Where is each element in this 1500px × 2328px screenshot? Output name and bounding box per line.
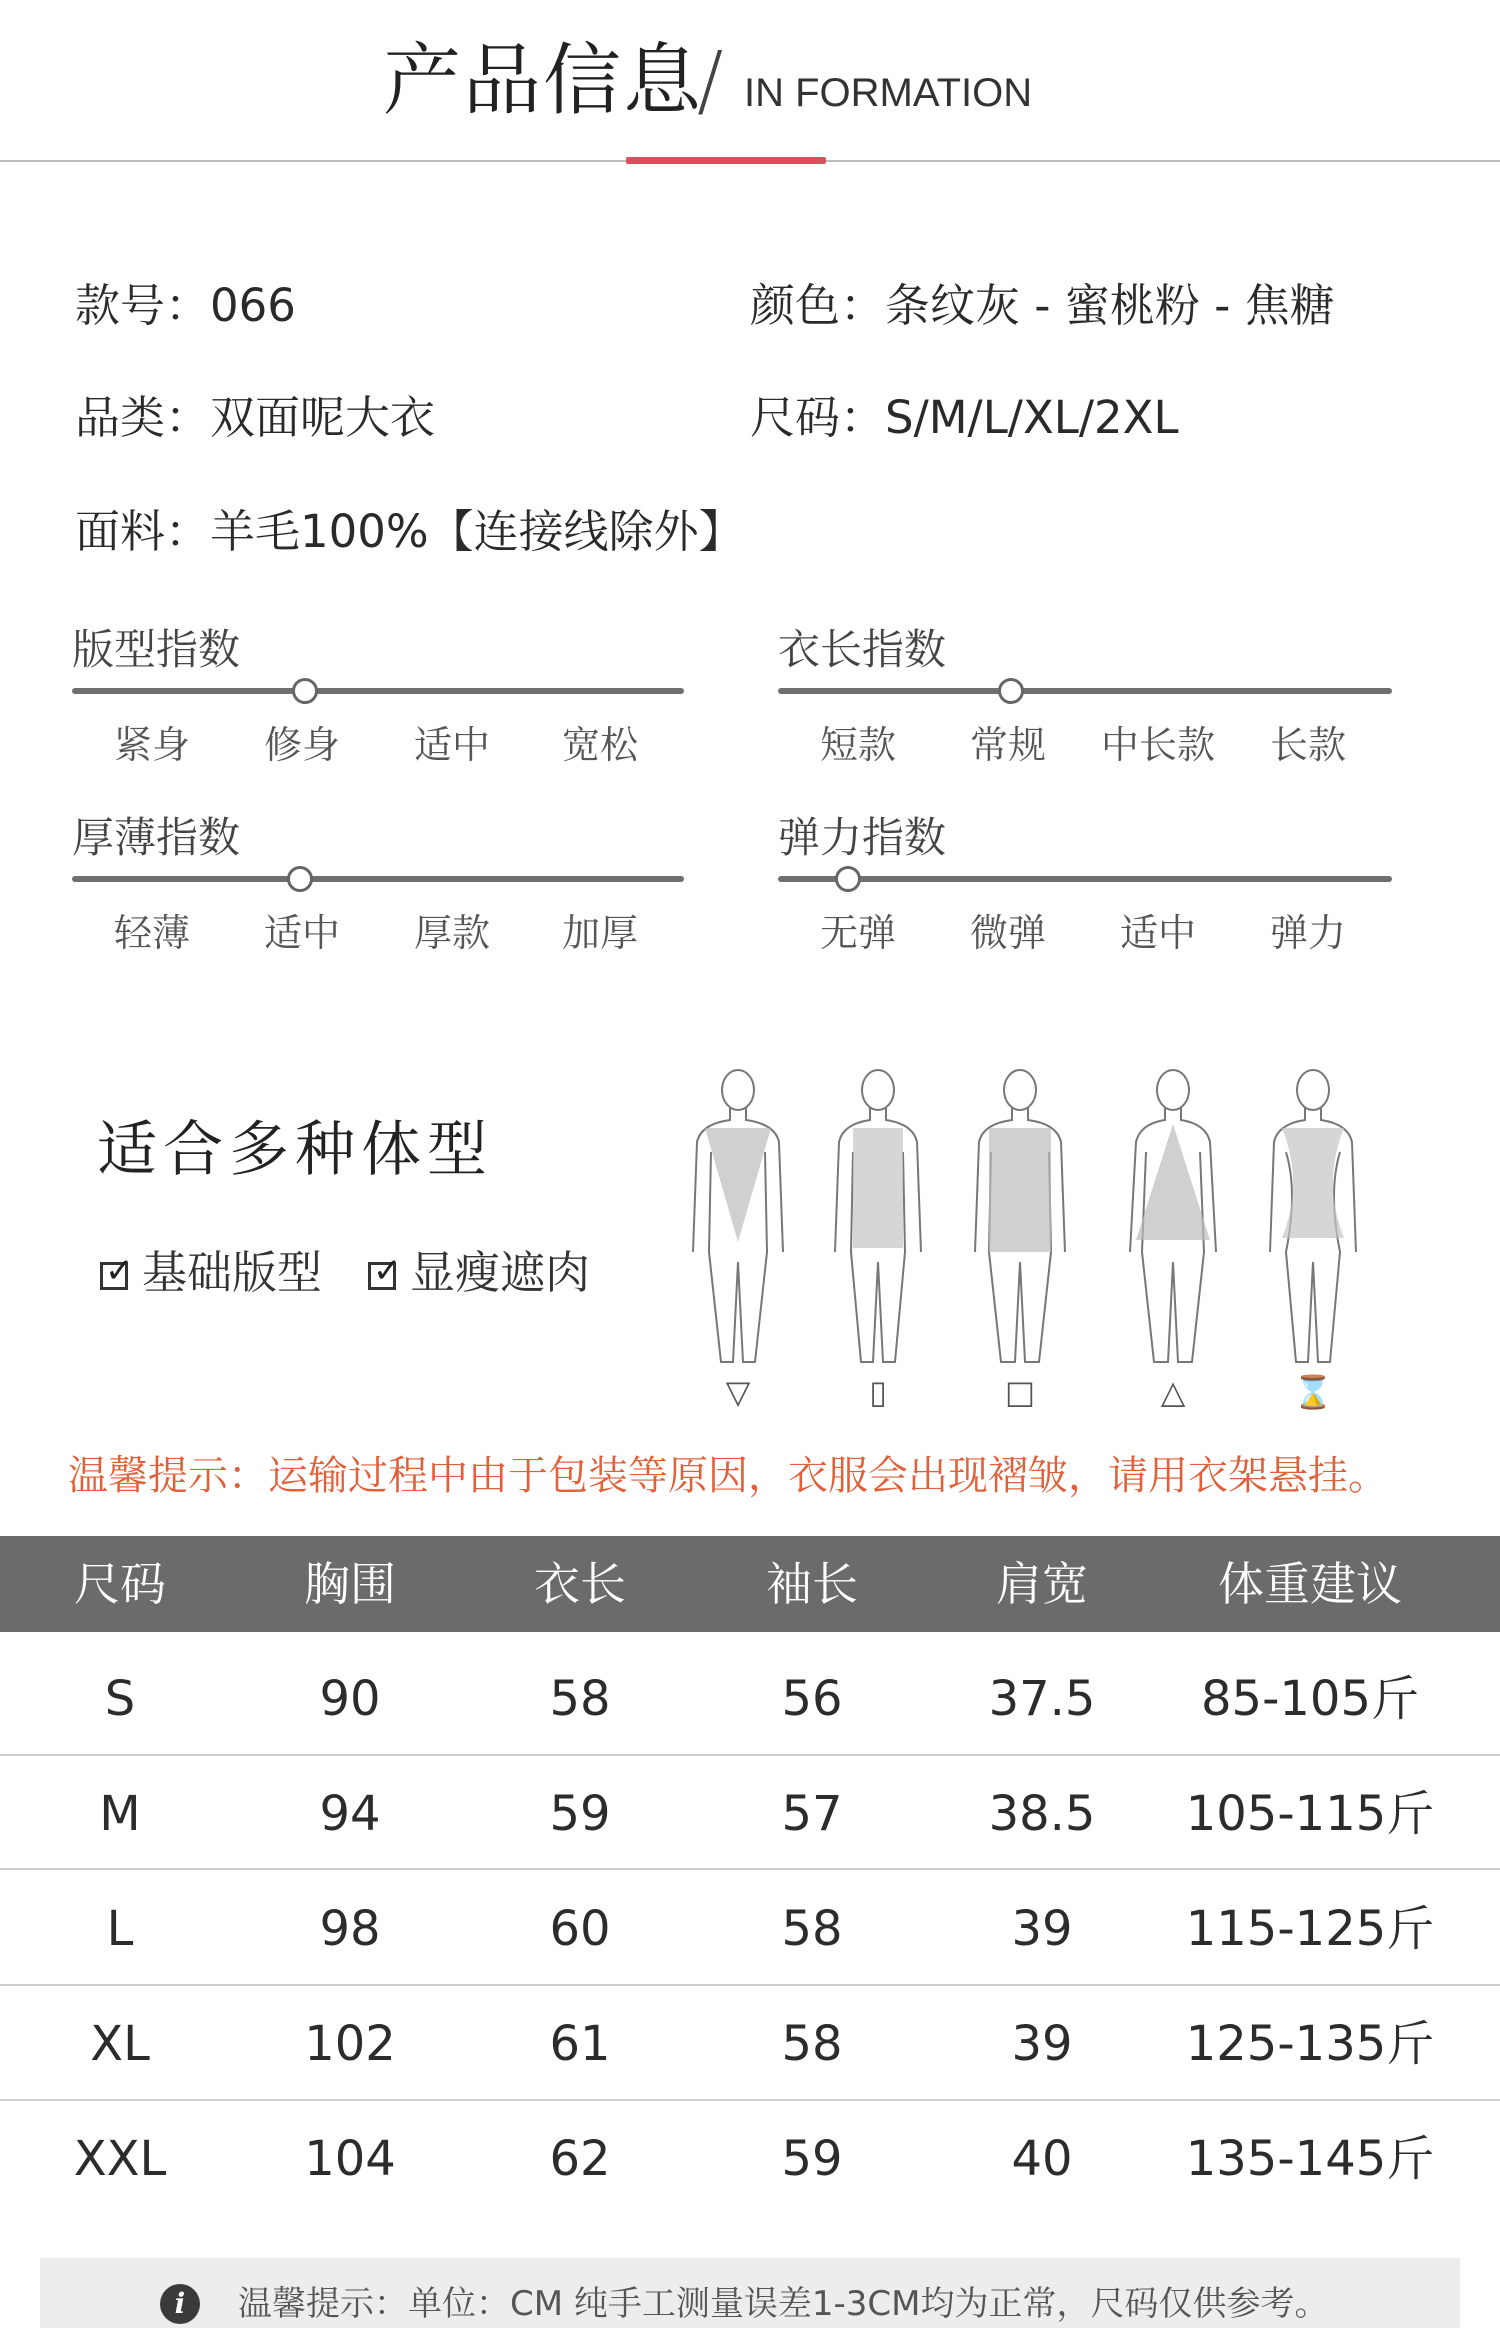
table-cell: 39 bbox=[1011, 1901, 1073, 1957]
checkbox-icon bbox=[368, 1262, 396, 1290]
body-figure-triangle bbox=[1118, 1062, 1228, 1382]
size-options: 尺码：S/M/L/XL/2XL bbox=[750, 391, 1179, 444]
checkbox-icon bbox=[100, 1262, 128, 1290]
narrow-rectangle-icon: ▯ bbox=[869, 1373, 887, 1411]
thickness-index-label: 加厚 bbox=[561, 911, 638, 955]
title-slash: / bbox=[697, 36, 724, 126]
rectangle-icon: □ bbox=[1004, 1373, 1036, 1411]
table-cell: 125-135斤 bbox=[1185, 2016, 1435, 2072]
table-cell: 58 bbox=[549, 1671, 611, 1727]
length-index-label: 长款 bbox=[1269, 723, 1346, 767]
table-cell: 62 bbox=[549, 2131, 611, 2187]
check-basic-fit bbox=[100, 1244, 322, 1302]
thickness-index-label: 厚款 bbox=[413, 911, 490, 955]
col-header-weight: 体重建议 bbox=[1218, 1557, 1402, 1611]
col-header-sleeve: 袖长 bbox=[766, 1557, 858, 1611]
table-cell: 135-145斤 bbox=[1185, 2131, 1435, 2187]
fit-index-marker bbox=[292, 678, 318, 704]
color-options: 颜色：条纹灰 - 蜜桃粉 - 焦糖 bbox=[750, 279, 1335, 332]
elasticity-index-marker bbox=[835, 866, 861, 892]
length-index-label: 常规 bbox=[969, 723, 1046, 767]
table-cell: 105-115斤 bbox=[1185, 1786, 1435, 1842]
col-header-size: 尺码 bbox=[74, 1557, 166, 1611]
table-cell: 57 bbox=[781, 1786, 843, 1842]
triangle-icon: △ bbox=[1160, 1373, 1186, 1411]
elasticity-index-title: 弹力指数 bbox=[778, 813, 947, 862]
table-cell: 115-125斤 bbox=[1185, 1901, 1435, 1957]
table-cell: 58 bbox=[781, 1901, 843, 1957]
thickness-index-label: 适中 bbox=[263, 911, 340, 955]
table-cell: 59 bbox=[781, 2131, 843, 2187]
elasticity-index-label: 无弹 bbox=[819, 911, 896, 955]
fit-index-label: 紧身 bbox=[113, 723, 190, 767]
table-cell: 40 bbox=[1011, 2131, 1073, 2187]
check-slimming-label: 显瘦遮肉 bbox=[410, 1246, 591, 1299]
inverted-triangle-icon: ▽ bbox=[725, 1373, 751, 1411]
page-title: 产品信息 bbox=[383, 36, 704, 126]
thickness-index-track bbox=[72, 876, 684, 882]
table-cell: 90 bbox=[319, 1671, 381, 1727]
body-figure-hourglass bbox=[1258, 1062, 1368, 1382]
page-subtitle: IN FORMATION bbox=[744, 71, 1033, 115]
fit-index-label: 修身 bbox=[263, 723, 340, 767]
table-cell: M bbox=[99, 1786, 141, 1842]
elasticity-index-track bbox=[778, 876, 1392, 882]
fabric: 面料：羊毛100%【连接线除外】 bbox=[75, 505, 744, 558]
fit-index-label: 宽松 bbox=[561, 723, 638, 767]
row-divider bbox=[0, 1754, 1500, 1756]
thickness-index-marker bbox=[287, 866, 313, 892]
length-index-track bbox=[778, 688, 1392, 694]
check-basic-fit-label: 基础版型 bbox=[142, 1246, 323, 1299]
info-icon: i bbox=[160, 2284, 200, 2324]
body-figure-narrow-rectangle bbox=[823, 1062, 933, 1382]
col-header-length: 衣长 bbox=[534, 1557, 626, 1611]
header-accent-bar bbox=[626, 157, 826, 164]
table-cell: 38.5 bbox=[988, 1786, 1096, 1842]
col-header-shoulder: 肩宽 bbox=[996, 1557, 1088, 1611]
table-cell: 98 bbox=[319, 1901, 381, 1957]
fit-index-label: 适中 bbox=[413, 723, 490, 767]
length-index-label: 中长款 bbox=[1100, 723, 1215, 767]
table-cell: 104 bbox=[304, 2131, 396, 2187]
measurement-note: 温馨提示：单位：CM 纯手工测量误差1-3CM均为正常，尺码仅供参考。 bbox=[238, 2284, 1329, 2324]
table-cell: XL bbox=[90, 2016, 150, 2072]
fit-index-title: 版型指数 bbox=[72, 625, 241, 674]
fit-index-track bbox=[72, 688, 684, 694]
hourglass-icon: ⌛ bbox=[1293, 1373, 1333, 1411]
body-figure-rectangle bbox=[965, 1062, 1075, 1382]
check-slimming bbox=[368, 1244, 590, 1302]
table-cell: 56 bbox=[781, 1671, 843, 1727]
thickness-index-title: 厚薄指数 bbox=[72, 813, 241, 862]
col-header-bust: 胸围 bbox=[304, 1557, 396, 1611]
row-divider bbox=[0, 1984, 1500, 1986]
table-cell: 39 bbox=[1011, 2016, 1073, 2072]
length-index-label: 短款 bbox=[819, 723, 896, 767]
table-cell: 61 bbox=[549, 2016, 611, 2072]
table-cell: S bbox=[104, 1671, 136, 1727]
style-number: 款号：066 bbox=[75, 279, 296, 332]
body-type-title: 适合多种体型 bbox=[97, 1115, 493, 1185]
table-cell: 102 bbox=[304, 2016, 396, 2072]
row-divider bbox=[0, 1868, 1500, 1870]
elasticity-index-label: 适中 bbox=[1119, 911, 1196, 955]
elasticity-index-label: 弹力 bbox=[1269, 911, 1346, 955]
body-figure-inverted-triangle bbox=[683, 1062, 793, 1382]
table-cell: 59 bbox=[549, 1786, 611, 1842]
table-cell: 94 bbox=[319, 1786, 381, 1842]
length-index-title: 衣长指数 bbox=[778, 625, 947, 674]
table-cell: 60 bbox=[549, 1901, 611, 1957]
shipping-tip: 温馨提示：运输过程中由于包装等原因，衣服会出现褶皱，请用衣架悬挂。 bbox=[68, 1453, 1388, 1499]
category: 品类：双面呢大衣 bbox=[75, 391, 436, 444]
table-cell: 85-105斤 bbox=[1200, 1671, 1420, 1727]
length-index-marker bbox=[998, 678, 1024, 704]
table-cell: XXL bbox=[73, 2131, 167, 2187]
table-cell: 37.5 bbox=[988, 1671, 1096, 1727]
elasticity-index-label: 微弹 bbox=[969, 911, 1046, 955]
thickness-index-label: 轻薄 bbox=[113, 911, 190, 955]
table-cell: 58 bbox=[781, 2016, 843, 2072]
table-cell: L bbox=[106, 1901, 134, 1957]
row-divider bbox=[0, 2099, 1500, 2101]
